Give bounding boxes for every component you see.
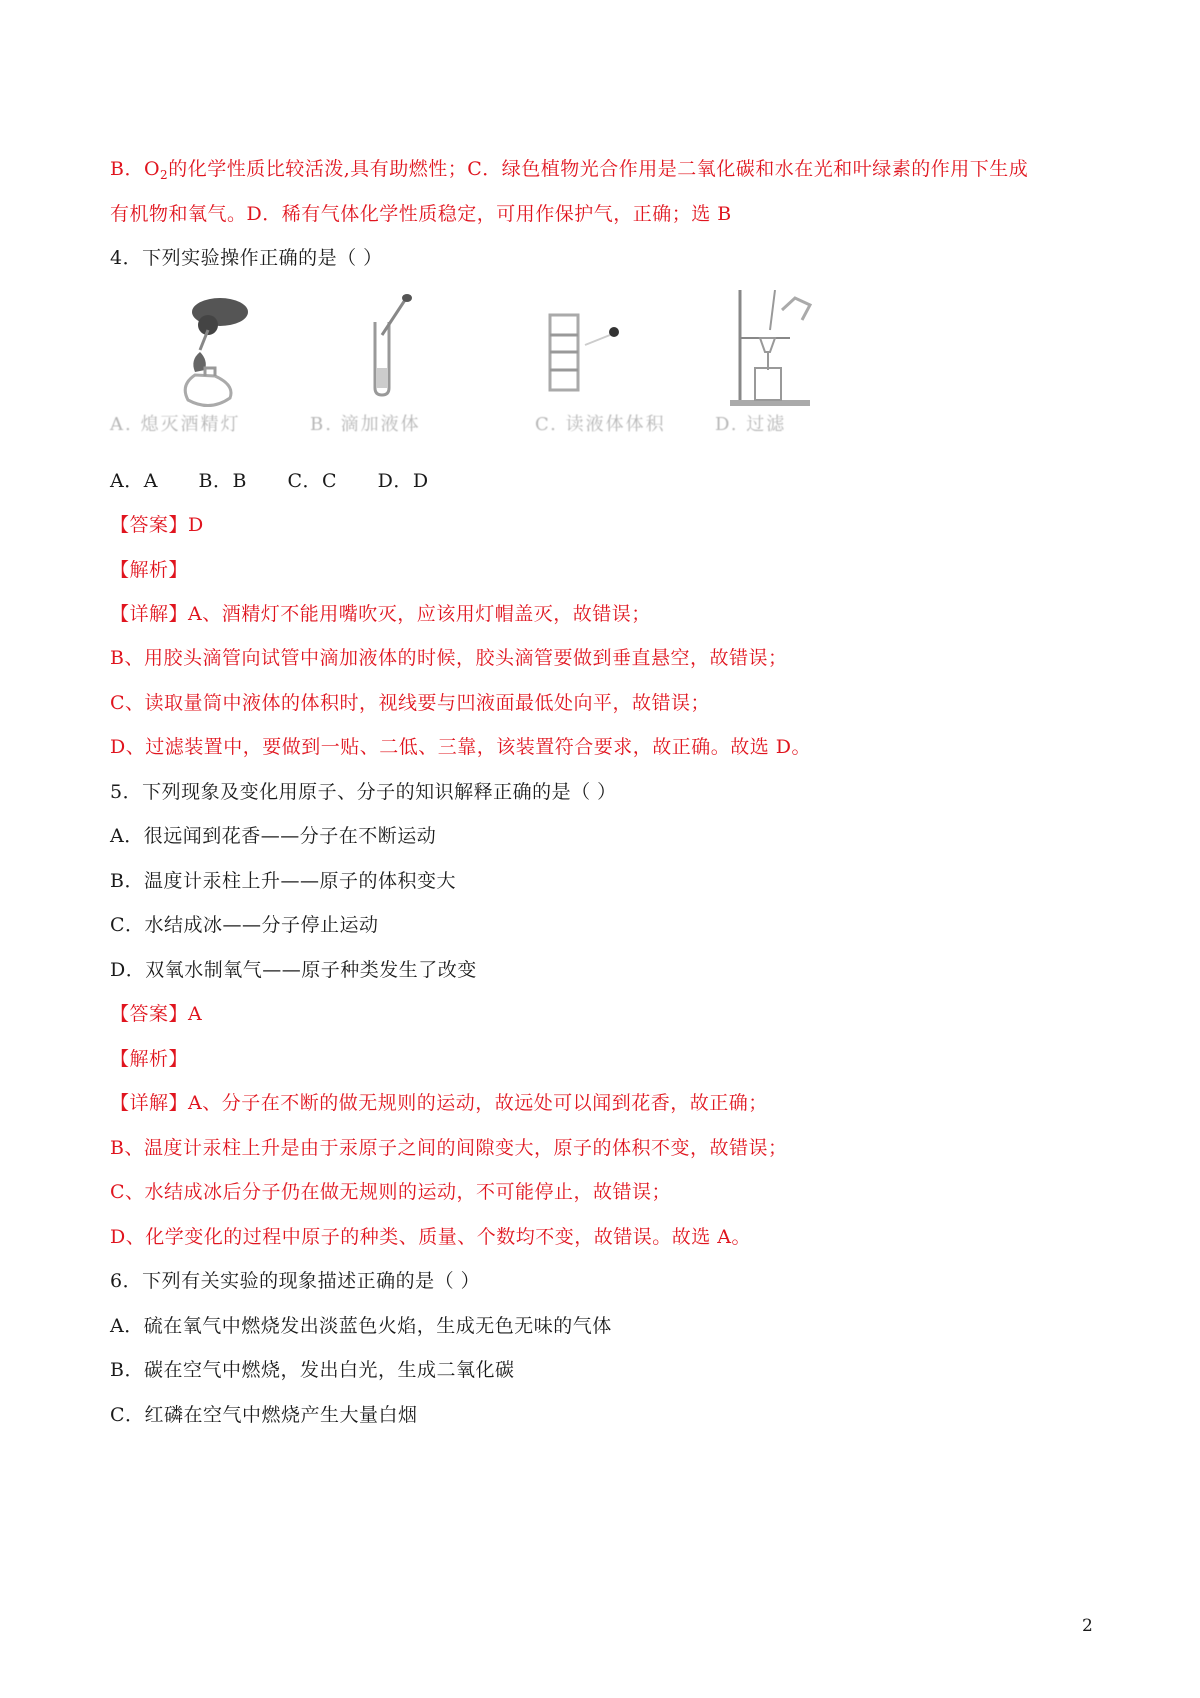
q5-detail-line-4: D、化学变化的过程中原子的种类、质量、个数均不变，故错误。故选 A。 <box>110 1226 751 1248</box>
q3-explanation-line-1 <box>110 154 1028 190</box>
q6-option-c: C．红磷在空气中燃烧产生大量白烟 <box>110 1404 418 1426</box>
q4-detail-label: 【详解】 <box>110 603 189 625</box>
q5-detail-label: 【详解】 <box>110 1092 189 1114</box>
q3-explanation-prefix: B．O <box>110 158 161 180</box>
q6-option-a: A．硫在氧气中燃烧发出淡蓝色火焰，生成无色无味的气体 <box>110 1315 612 1337</box>
q5-analysis-label: 【解析】 <box>110 1048 189 1070</box>
graduated-cylinder-icon <box>540 290 650 420</box>
q4-detail-line-3: C、读取量筒中液体的体积时，视线要与凹液面最低处向平，故错误； <box>110 692 711 714</box>
q5-detail-line-1 <box>110 1088 768 1118</box>
filtration-apparatus-icon <box>720 290 820 420</box>
q5-option-b: B．温度计汞柱上升——原子的体积变大 <box>110 870 456 892</box>
q4-detail-line-4: D、过滤装置中，要做到一贴、二低、三靠，该装置符合要求，故正确。故选 D。 <box>110 736 812 758</box>
q5-answer-label: 【答案】 <box>110 1003 189 1025</box>
q4-figure-b-caption: B. 滴加液体 <box>310 414 421 435</box>
q5-detail-line-2: B、温度计汞柱上升是由于汞原子之间的间隙变大，原子的体积不变，故错误； <box>110 1137 788 1159</box>
q4-detail-line-2: B、用胶头滴管向试管中滴加液体的时候，胶头滴管要做到垂直悬空，故错误； <box>110 647 788 669</box>
q3-explanation-line-2: 有机物和氧气。D．稀有气体化学性质稳定，可用作保护气，正确；选 B <box>110 203 732 225</box>
q4-figure-c-caption: C. 读液体体积 <box>535 414 666 435</box>
q4-figure-a <box>110 290 290 435</box>
q4-option-b: B．B <box>198 470 247 492</box>
page-number: 2 <box>1082 1616 1093 1636</box>
q4-figure-c <box>535 290 666 435</box>
alcohol-lamp-icon <box>150 290 290 420</box>
q4-figure-d <box>715 290 820 435</box>
q3-explanation-suffix: 的化学性质比较活泼,具有助燃性；C．绿色植物光合作用是二氧化碳和水在光和叶绿素的作用下生成 <box>168 158 1029 180</box>
q4-answer-label: 【答案】 <box>110 514 189 536</box>
q4-figure-b <box>310 290 435 435</box>
q4-detail-text-1: A、酒精灯不能用嘴吹灭，应该用灯帽盖灭，故错误； <box>188 603 651 625</box>
q5-stem: 5．下列现象及变化用原子、分子的知识解释正确的是（ ） <box>110 781 617 803</box>
q4-answer-value: D <box>188 514 204 536</box>
q4-options <box>110 466 463 496</box>
q5-option-c: C．水结成冰——分子停止运动 <box>110 914 379 936</box>
q4-option-c: C．C <box>287 470 338 492</box>
q5-detail-text-1: A、分子在不断的做无规则的运动，故远处可以闻到花香，故正确； <box>188 1092 768 1114</box>
q4-figure-a-caption: A. 熄灭酒精灯 <box>110 414 241 435</box>
q5-option-a: A．很远闻到花香——分子在不断运动 <box>110 825 437 847</box>
q5-answer-value: A <box>188 1003 203 1025</box>
q4-answer <box>110 510 204 540</box>
q4-option-a: A．A <box>110 470 158 492</box>
q5-option-d: D．双氧水制氧气——原子种类发生了改变 <box>110 959 477 981</box>
q5-answer <box>110 999 202 1029</box>
q4-detail-line-1 <box>110 599 651 629</box>
q4-figure-d-caption: D. 过滤 <box>715 414 787 435</box>
q4-analysis-label: 【解析】 <box>110 559 189 581</box>
q4-option-d: D．D <box>377 470 429 492</box>
q6-stem: 6．下列有关实验的现象描述正确的是（ ） <box>110 1270 481 1292</box>
q4-figures <box>110 290 910 480</box>
dropper-test-tube-icon <box>355 290 435 420</box>
q4-stem: 4．下列实验操作正确的是（ ） <box>110 247 383 269</box>
q6-option-b: B．碳在空气中燃烧，发出白光，生成二氧化碳 <box>110 1359 515 1381</box>
q5-detail-line-3: C、水结成冰后分子仍在做无规则的运动，不可能停止，故错误； <box>110 1181 672 1203</box>
o2-subscript: 2 <box>160 168 169 182</box>
